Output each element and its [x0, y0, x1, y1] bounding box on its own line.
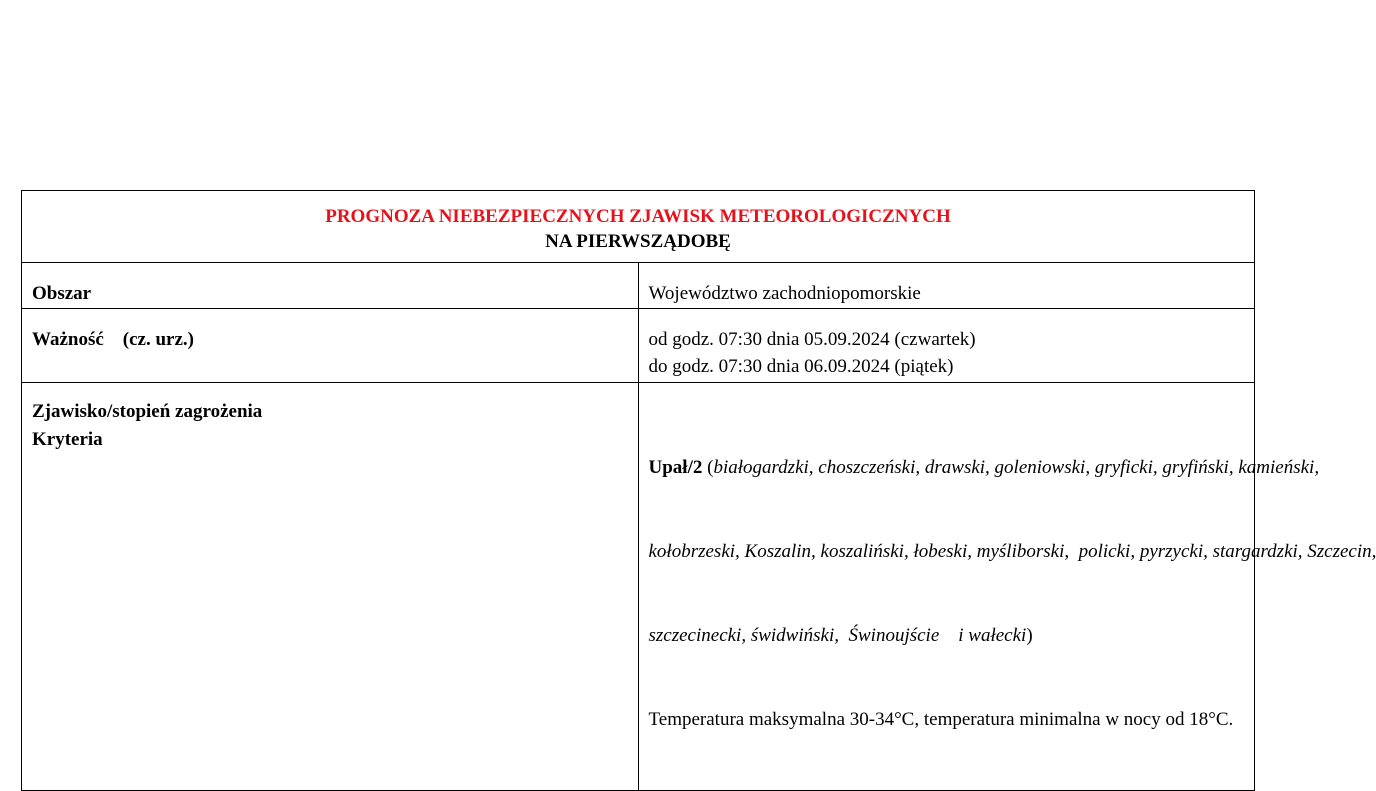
criteria-text: Temperatura maksymalna 30-34°C, temperatura minimalna w nocy od 18°C.: [648, 709, 1234, 730]
validity-from: od godz. 07:30 dnia 05.09.2024 (czwartek): [648, 329, 976, 350]
districts-line2: kołobrzeski, Koszalin, koszaliński, łobeski, myśliborski, policki, pyrzycki, stargardzki, Szczecin,: [648, 541, 1376, 562]
validity-value: [638, 309, 1255, 383]
forecast-subtitle: NA PIERWSZĄDOBĘ: [545, 231, 731, 252]
validity-label-text: Ważność (cz. urz.): [32, 329, 194, 350]
open-paren: (: [702, 457, 714, 478]
warning-level: Upał/2: [648, 457, 703, 478]
warning-table: [21, 190, 1376, 791]
districts-line1: białogardzki, choszczeński, drawski, goleniowski, gryficki, gryfiński, kamieński,: [713, 457, 1320, 478]
header-cell: [22, 191, 1255, 263]
area-value: Województwo zachodniopomorskie: [638, 263, 1255, 309]
phenomenon-label: [22, 383, 639, 791]
validity-label: [22, 309, 639, 383]
phenomenon-label-line2: Kryteria: [32, 429, 103, 450]
header-row: [22, 191, 1255, 263]
area-row: [22, 263, 1255, 309]
area-label: Obszar: [22, 263, 639, 309]
validity-row: [22, 309, 1255, 383]
phenomenon-value: [638, 383, 1376, 791]
validity-to: do godz. 07:30 dnia 06.09.2024 (piątek): [648, 356, 954, 377]
phenomenon-label-line1: Zjawisko/stopień zagrożenia: [32, 401, 263, 422]
forecast-title: PROGNOZA NIEBEZPIECZNYCH ZJAWISK METEOROLOGICZNYCH: [325, 206, 951, 227]
phenomenon-row: [22, 383, 1255, 791]
close-paren: ): [1026, 625, 1033, 646]
districts-line3: szczecinecki, świdwiński, Świnoujście i wałecki: [648, 625, 1027, 646]
